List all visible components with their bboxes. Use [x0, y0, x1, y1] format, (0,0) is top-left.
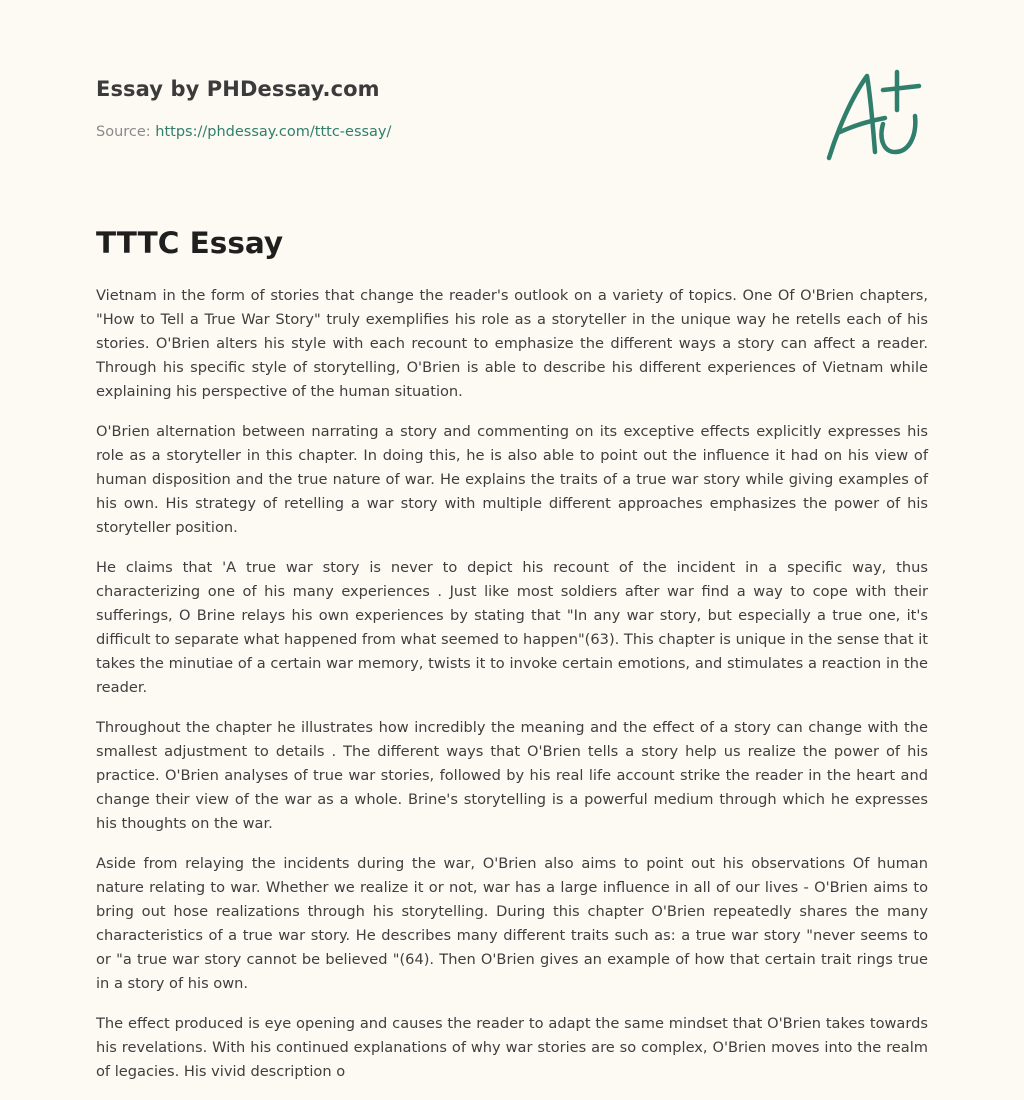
essay-paragraph: Vietnam in the form of stories that change the reader's outlook on a variety of topics. One Of O'Brien chapters, "How to Tell a True War Story" truly exemplifies his role as a storyteller in the unique way he retells each of his stories. O'Brien alters his style with each recount to emphasize the different ways a story can affect a reader. Through his specific style of storytelling, O'Brien is able to describe his different experiences of Vietnam while explaining his perspective of the human situation.	[96, 287, 928, 400]
essay-paragraph: Aside from relaying the incidents during the war, O'Brien also aims to point out his observations Of human nature relating to war. Whether we realize it or not, war has a large influence in all of our lives - O'Brien aims to bring out hose realizations through his storytelling. During this chapter O'Brien repeatedly shares the many characteristics of a true war story. He describes many different traits such as: a true war story "never seems to or "a true war story cannot be believed "(64). Then O'Brien gives an example of how that certain trait rings true in a story of his own.	[96, 855, 928, 992]
essay-paragraph: He claims that 'A true war story is never to depict his recount of the incident in a specific way, thus characterizing one of his many experiences . Just like most soldiers after war find a way to cope with their sufferings, O Brine relays his own experiences by stating that "In any war story, but especially a true one, it's difficult to separate what happened from what seemed to happen"(63). This chapter is unique in the sense that it takes the minutiae of a certain war memory, twists it to invoke certain emotions, and stimulates a reaction in the reader.	[96, 559, 928, 696]
source-label: Source:	[96, 124, 156, 140]
source-line	[96, 124, 391, 140]
source-link[interactable]: https://phdessay.com/tttc-essay/	[155, 124, 392, 140]
page-header	[96, 0, 928, 200]
essay-body	[96, 284, 928, 1100]
a-plus-logo-icon	[823, 66, 927, 166]
essay-paragraph: O'Brien alternation between narrating a story and commenting on its exceptive effects explicitly expresses his role as a storyteller in this chapter. In doing this, he is also able to point out the influence it had on his view of human disposition and the true nature of war. He explains the traits of a true war story while giving examples of his own. His strategy of retelling a war story with multiple different approaches emphasizes the power of his storyteller position.	[96, 423, 928, 536]
brand-title: Essay by PHDessay.com	[96, 77, 380, 101]
essay-paragraph: Throughout the chapter he illustrates how incredibly the meaning and the effect of a story can change with the smallest adjustment to details . The different ways that O'Brien tells a story help us realize the power of his practice. O'Brien analyses of true war stories, followed by his real life account strike the reader in the heart and change their view of the war as a whole. Brine's storytelling is a powerful medium through which he expresses his thoughts on the war.	[96, 719, 928, 832]
essay-paragraph: The effect produced is eye opening and causes the reader to adapt the same mindset that O'Brien takes towards his revelations. With his continued explanations of why war stories are so complex, O'Brien moves into the realm of legacies. His vivid description o	[96, 1015, 928, 1080]
essay-title: TTTC Essay	[96, 226, 284, 260]
essay-page	[96, 0, 928, 1080]
